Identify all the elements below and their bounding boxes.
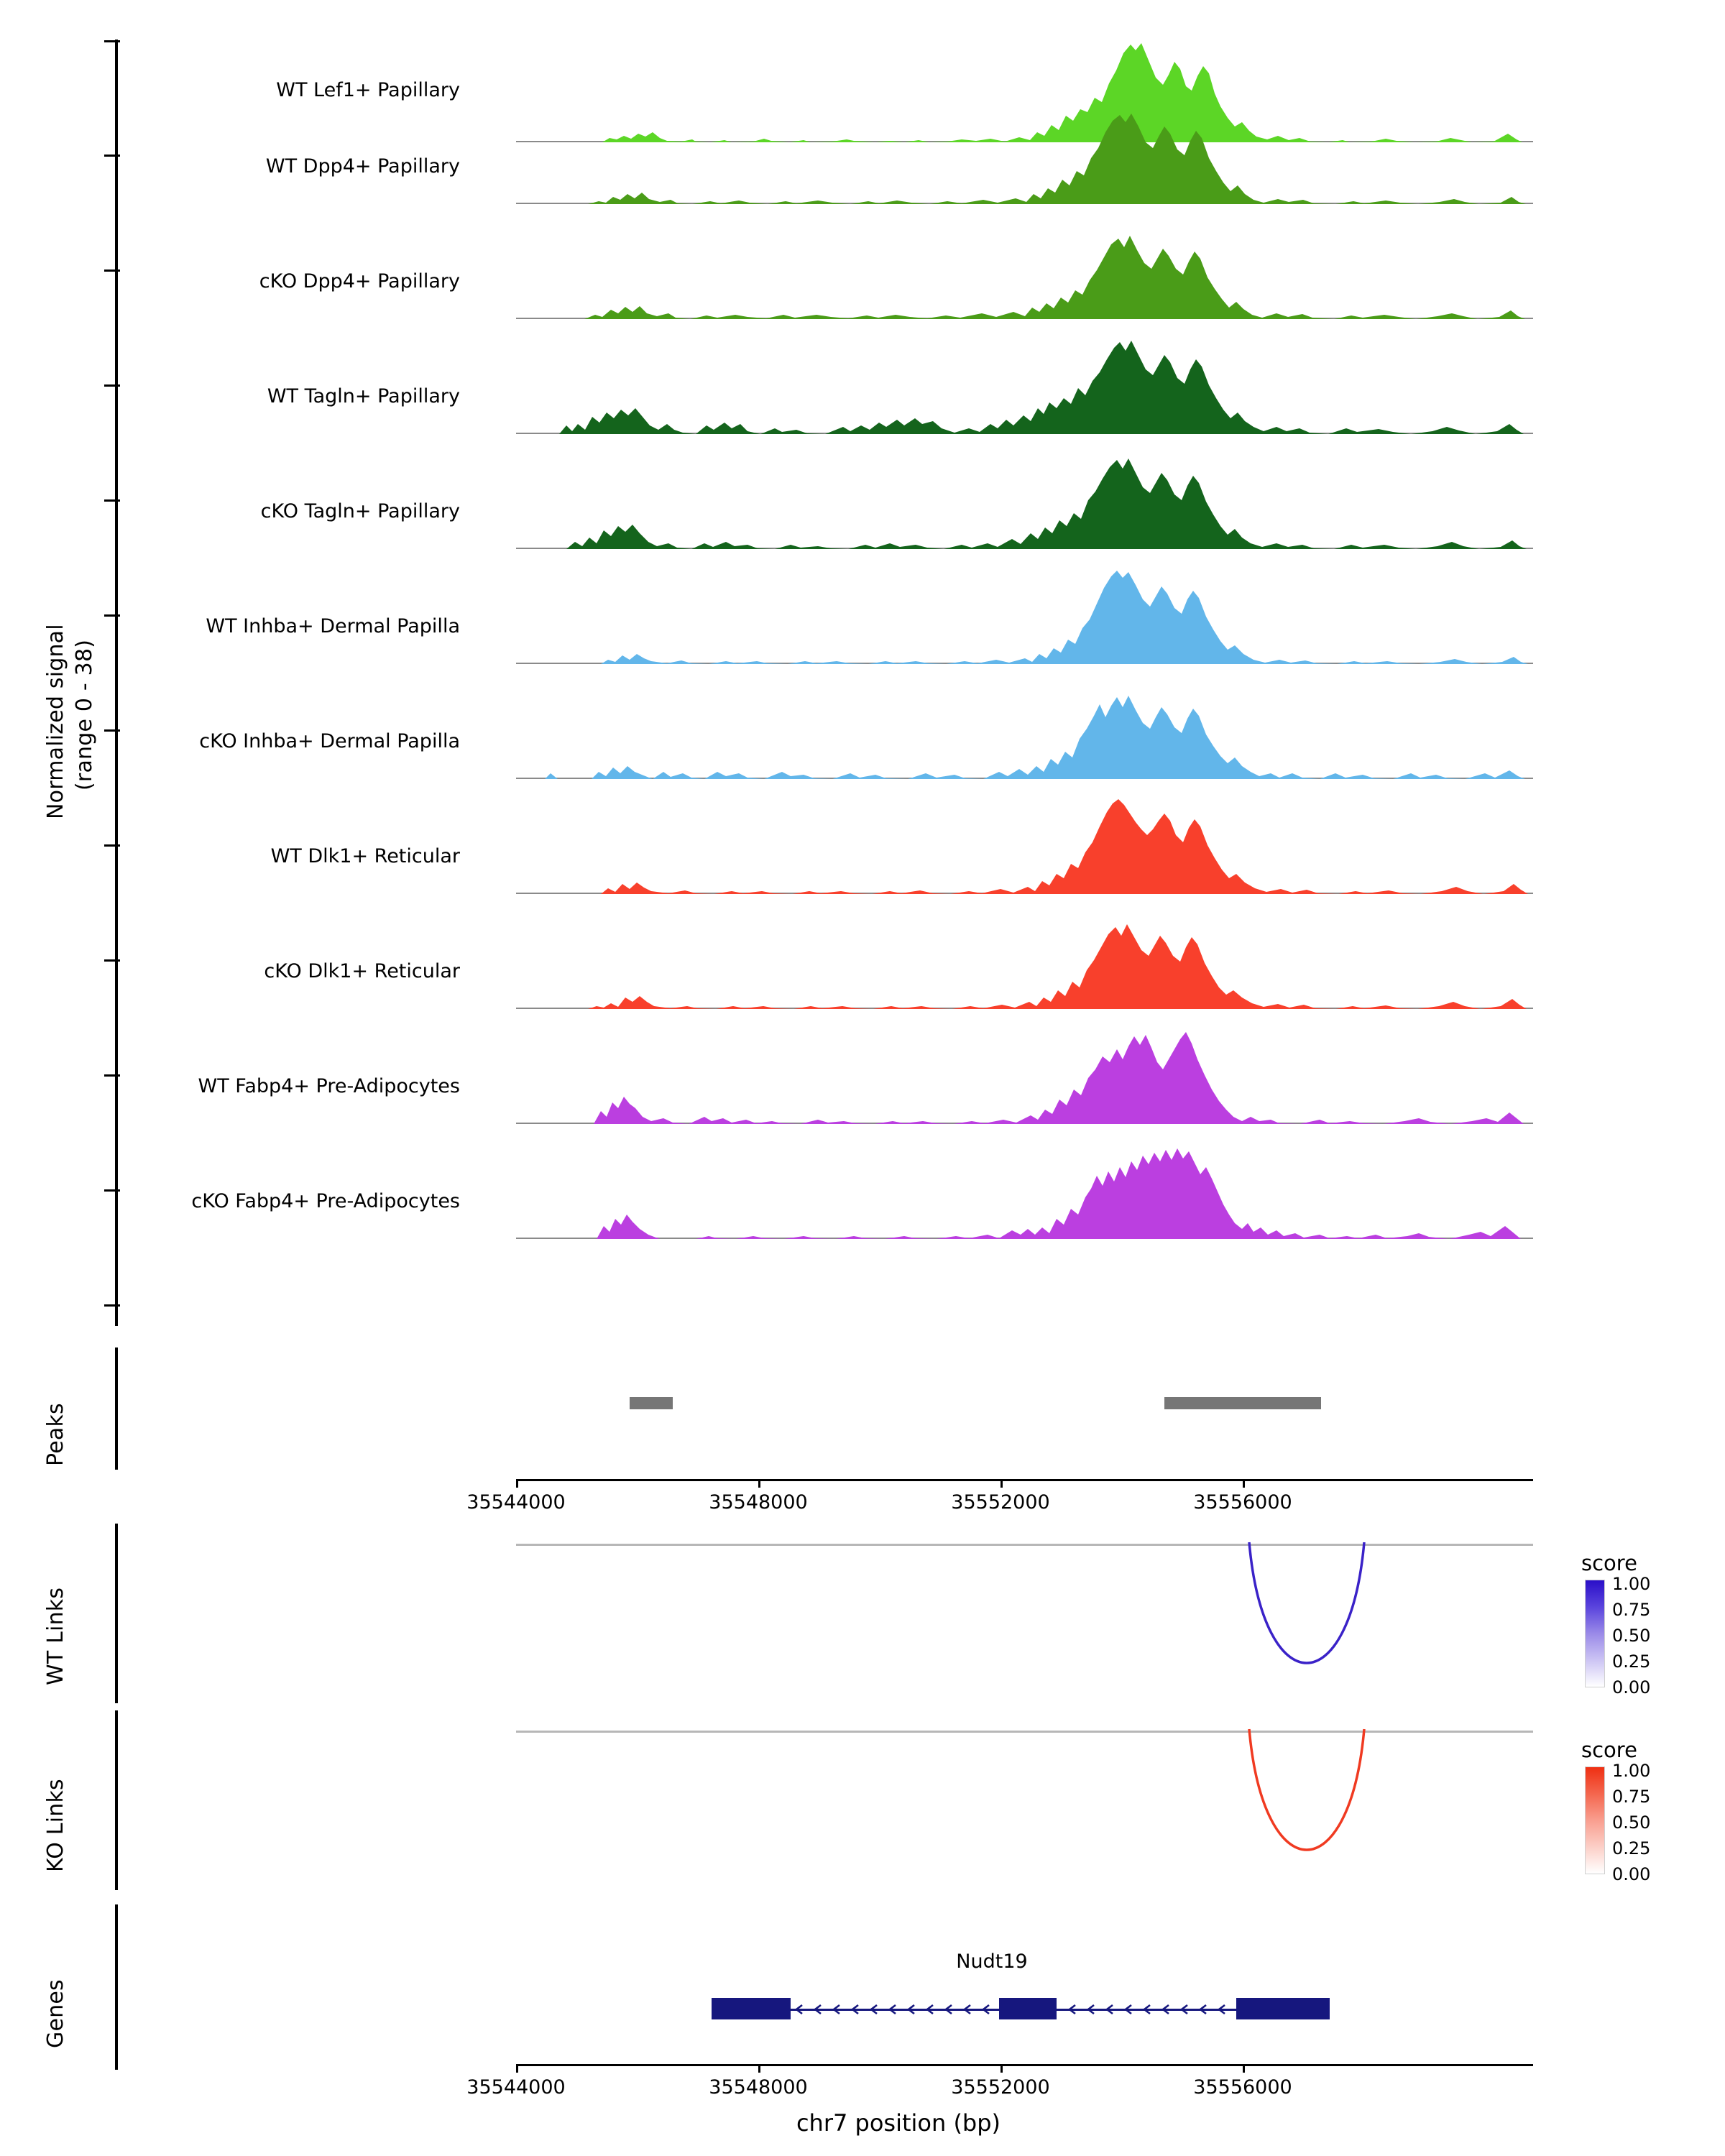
wt-links-legend-gradient (1585, 1580, 1605, 1687)
axis-tick (758, 1479, 760, 1488)
axis-tick (758, 2064, 760, 2073)
track-label-wt-dlk1-reticular: WT Dlk1+ Reticular (270, 845, 460, 867)
legend-tick-label: 0.50 (1612, 1812, 1651, 1833)
peak-region (1164, 1397, 1321, 1409)
axis-tick-mark (104, 499, 120, 502)
axis-tick (1243, 1479, 1245, 1488)
signal-track-cko-inhba-dermal-papilla (516, 683, 1533, 779)
track-label-wt-dpp4-papillary: WT Dpp4+ Papillary (265, 155, 460, 178)
ko-links-legend-gradient (1585, 1766, 1605, 1874)
legend-tick-label: 1.00 (1612, 1761, 1651, 1781)
genome-axis-bottom (516, 2064, 1533, 2066)
legend-tick-label: 0.75 (1612, 1787, 1651, 1807)
genes-panel-rule (115, 1904, 118, 2070)
track-label-cko-fabp4-pre-adipocytes: cKO Fabp4+ Pre-Adipocytes (191, 1190, 460, 1212)
signal-track-cko-tagln-papillary (516, 453, 1533, 549)
axis-tick-mark (104, 270, 120, 272)
peaks-panel-label: Peaks (43, 1403, 68, 1466)
legend-tick-label: 0.00 (1612, 1864, 1651, 1884)
track-label-cko-dpp4-papillary: cKO Dpp4+ Papillary (259, 270, 460, 292)
signal-track-wt-fabp4-pre-adipocytes (516, 1028, 1533, 1124)
track-label-wt-fabp4-pre-adipocytes: WT Fabp4+ Pre-Adipocytes (198, 1075, 460, 1097)
legend-tick-label: 0.50 (1612, 1626, 1651, 1646)
wt-links-arc (516, 1538, 1533, 1703)
signal-track-wt-inhba-dermal-papilla (516, 568, 1533, 664)
signal-track-wt-dlk1-reticular (516, 798, 1533, 894)
track-label-wt-lef1-papillary: WT Lef1+ Papillary (276, 79, 460, 101)
track-label-wt-tagln-papillary: WT Tagln+ Papillary (267, 385, 460, 407)
ko-links-arc (516, 1725, 1533, 1890)
gene-strand-arrows (712, 1998, 1330, 2021)
wt-links-panel-label: WT Links (43, 1587, 68, 1685)
axis-tick (1243, 2064, 1245, 2073)
axis-tick-mark (104, 155, 120, 157)
signal-axis-rule (115, 40, 118, 1326)
wt-links-legend-title: score (1581, 1551, 1637, 1575)
signal-track-cko-dlk1-reticular (516, 913, 1533, 1009)
genome-axis-title: chr7 position (bp) (796, 2109, 1001, 2137)
axis-tick-mark (104, 959, 120, 962)
ko-links-panel-label: KO Links (43, 1779, 68, 1872)
signal-axis-label-line1: Normalized signal (43, 624, 68, 819)
gene-name-label: Nudt19 (956, 1950, 1028, 1973)
ko-links-legend-title: score (1581, 1738, 1637, 1762)
wt-links-panel-rule (115, 1524, 118, 1703)
track-label-cko-dlk1-reticular: cKO Dlk1+ Reticular (264, 960, 460, 982)
signal-track-cko-fabp4-pre-adipocytes (516, 1143, 1533, 1239)
axis-tick-mark (104, 40, 120, 42)
genome-axis-top (516, 1479, 1533, 1481)
axis-tick (1000, 2064, 1003, 2073)
track-label-cko-tagln-papillary: cKO Tagln+ Papillary (260, 500, 460, 522)
axis-tick-label: 35552000 (951, 2076, 1050, 2099)
axis-tick-label: 35556000 (1193, 2076, 1292, 2099)
peaks-panel-rule (115, 1348, 118, 1470)
legend-tick-label: 0.25 (1612, 1838, 1651, 1858)
axis-tick (1000, 1479, 1003, 1488)
axis-tick (516, 2064, 518, 2073)
peak-region (630, 1397, 673, 1409)
axis-tick-label: 35548000 (709, 1491, 808, 1514)
axis-tick-label: 35548000 (709, 2076, 808, 2099)
legend-tick-label: 0.00 (1612, 1677, 1651, 1697)
signal-track-cko-dpp4-papillary (516, 223, 1533, 319)
axis-tick-label: 35552000 (951, 1491, 1050, 1514)
signal-axis-label-line2: (range 0 - 38) (72, 639, 97, 791)
axis-tick-label: 35556000 (1193, 1491, 1292, 1514)
axis-tick-mark (104, 844, 120, 847)
axis-tick-mark (104, 384, 120, 387)
signal-track-wt-dpp4-papillary (516, 108, 1533, 204)
legend-tick-label: 0.25 (1612, 1651, 1651, 1672)
genes-panel-label: Genes (43, 1979, 68, 2048)
axis-tick (516, 1479, 518, 1488)
axis-tick-mark (104, 1304, 120, 1307)
track-label-wt-inhba-dermal-papilla: WT Inhba+ Dermal Papilla (206, 615, 460, 637)
axis-tick-label: 35544000 (466, 2076, 566, 2099)
legend-tick-label: 0.75 (1612, 1600, 1651, 1620)
axis-tick-label: 35544000 (466, 1491, 566, 1514)
track-label-cko-inhba-dermal-papilla: cKO Inhba+ Dermal Papilla (199, 730, 460, 752)
ko-links-panel-rule (115, 1710, 118, 1890)
signal-track-wt-tagln-papillary (516, 338, 1533, 434)
legend-tick-label: 1.00 (1612, 1574, 1651, 1594)
